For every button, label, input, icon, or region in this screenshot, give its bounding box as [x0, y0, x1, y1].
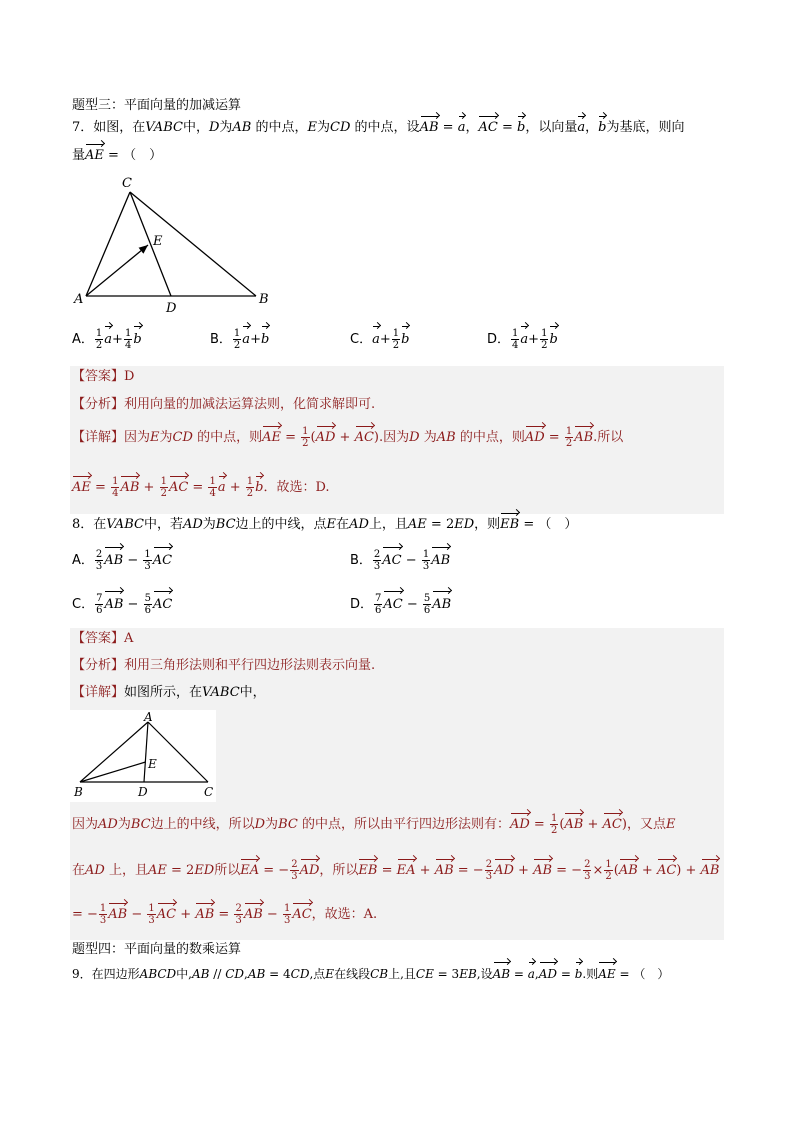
point-label-c: C [204, 785, 214, 799]
question-7-analysis: 【分析】利用向量的加减法运算法则，化简求解即可. [72, 397, 376, 412]
section-title: 题型三：平面向量的加减运算 [72, 98, 242, 113]
segment-cd [130, 192, 171, 296]
question-8-figure [70, 710, 216, 802]
question-7-option-c[interactable]: C．a+ $\frac{1}{2}$ b [350, 328, 410, 351]
question-7-option-b[interactable]: B． $\frac{1}{2}$ a+b [210, 328, 270, 351]
point-label-b: B [259, 292, 269, 307]
question-8-answer: 【答案】A [72, 631, 134, 646]
point-label-b: B [74, 785, 83, 799]
question-8-detail-line-0: 【详解】如图所示，在VABC中， [72, 685, 266, 700]
section-title-4: 题型四：平面向量的数乘运算 [72, 942, 242, 957]
question-8-option-d[interactable]: D． $\frac{7}{6}$ AC − $\frac{5}{6}$ AB [350, 593, 452, 616]
point-label-c: C [122, 176, 132, 191]
question-8-option-b[interactable]: B． $\frac{2}{3}$ AC − $\frac{1}{3}$ AB [350, 549, 451, 572]
point-label-d: D [166, 301, 177, 316]
question-8-option-c[interactable]: C． $\frac{7}{6}$ AB − $\frac{5}{6}$ AC [72, 593, 173, 616]
question-8-option-a[interactable]: A． $\frac{2}{3}$ AB − $\frac{1}{3}$ AC [72, 549, 173, 572]
question-7-detail-line-1: 【详解】因为E为CD 的中点，则AE = $\frac{1}{2}$ (AD + AC).因为D 为AB 的中点，则AD = $\frac{1}{2}$ AB.所以 [72, 426, 624, 449]
question-7-stem: 7．如图，在VABC中，D为AB 的中点，E为CD 的中点，设AB = a，AC = b，以向量a，b为基底，则向 [72, 120, 685, 135]
question-7-answer: 【答案】D [72, 369, 135, 384]
question-8-detail-line-2: 在AD 上，且AE = 2ED所以EA = − $\frac{2}{3}$ AD，所以EB = EA + AB = − $\frac{2}{3}$ AD + AB = − $\frac{2}{3}$ × $\frac{1}{2}$ (AB + AC) + AB [72, 859, 720, 882]
segment-ac [86, 192, 130, 296]
point-label-e: E [148, 757, 157, 771]
question-8-stem: 8．在VABC中，若AD为BC边上的中线，点E在AD上，且AE = 2ED，则EB = （ ） [72, 517, 578, 532]
question-9-stem: 9．在四边形ABCD中,AB // CD,AB = 4CD,点E在线段CB上,且CE = 3EB,设AB = a,AD = b.则AE = （ ） [72, 967, 670, 981]
question-8-analysis: 【分析】利用三角形法则和平行四边形法则表示向量. [72, 658, 376, 673]
point-label-d: D [138, 785, 148, 799]
question-7-figure [70, 172, 280, 317]
vector-ae [86, 245, 148, 296]
question-8-detail-line-3: = − $\frac{1}{3}$ AB − $\frac{1}{3}$ AC + AB = $\frac{2}{3}$ AB − $\frac{1}{3}$ AC，故选：A. [72, 903, 378, 926]
point-label-a: A [74, 292, 84, 307]
point-label-a: A [144, 710, 153, 724]
question-8-detail-line-1: 因为AD为BC边上的中线，所以D为BC 的中点，所以由平行四边形法则有：AD = $\frac{1}{2}$ (AB + AC)，又点E [72, 813, 676, 836]
question-7-option-d[interactable]: D． $\frac{1}{4}$ a+ $\frac{1}{2}$ b [487, 328, 558, 351]
question-7-option-a[interactable]: A． $\frac{1}{2}$ a+ $\frac{1}{4}$ b [72, 328, 142, 351]
point-label-e: E [153, 234, 163, 249]
question-7-detail-line-2: AE = $\frac{1}{4}$ AB + $\frac{1}{2}$ AC = $\frac{1}{4}$ a + $\frac{1}{2}$ b．故选：D. [72, 476, 330, 499]
segment-cb [130, 192, 256, 296]
question-7-stem-cont: 量AE = （ ） [72, 148, 163, 163]
